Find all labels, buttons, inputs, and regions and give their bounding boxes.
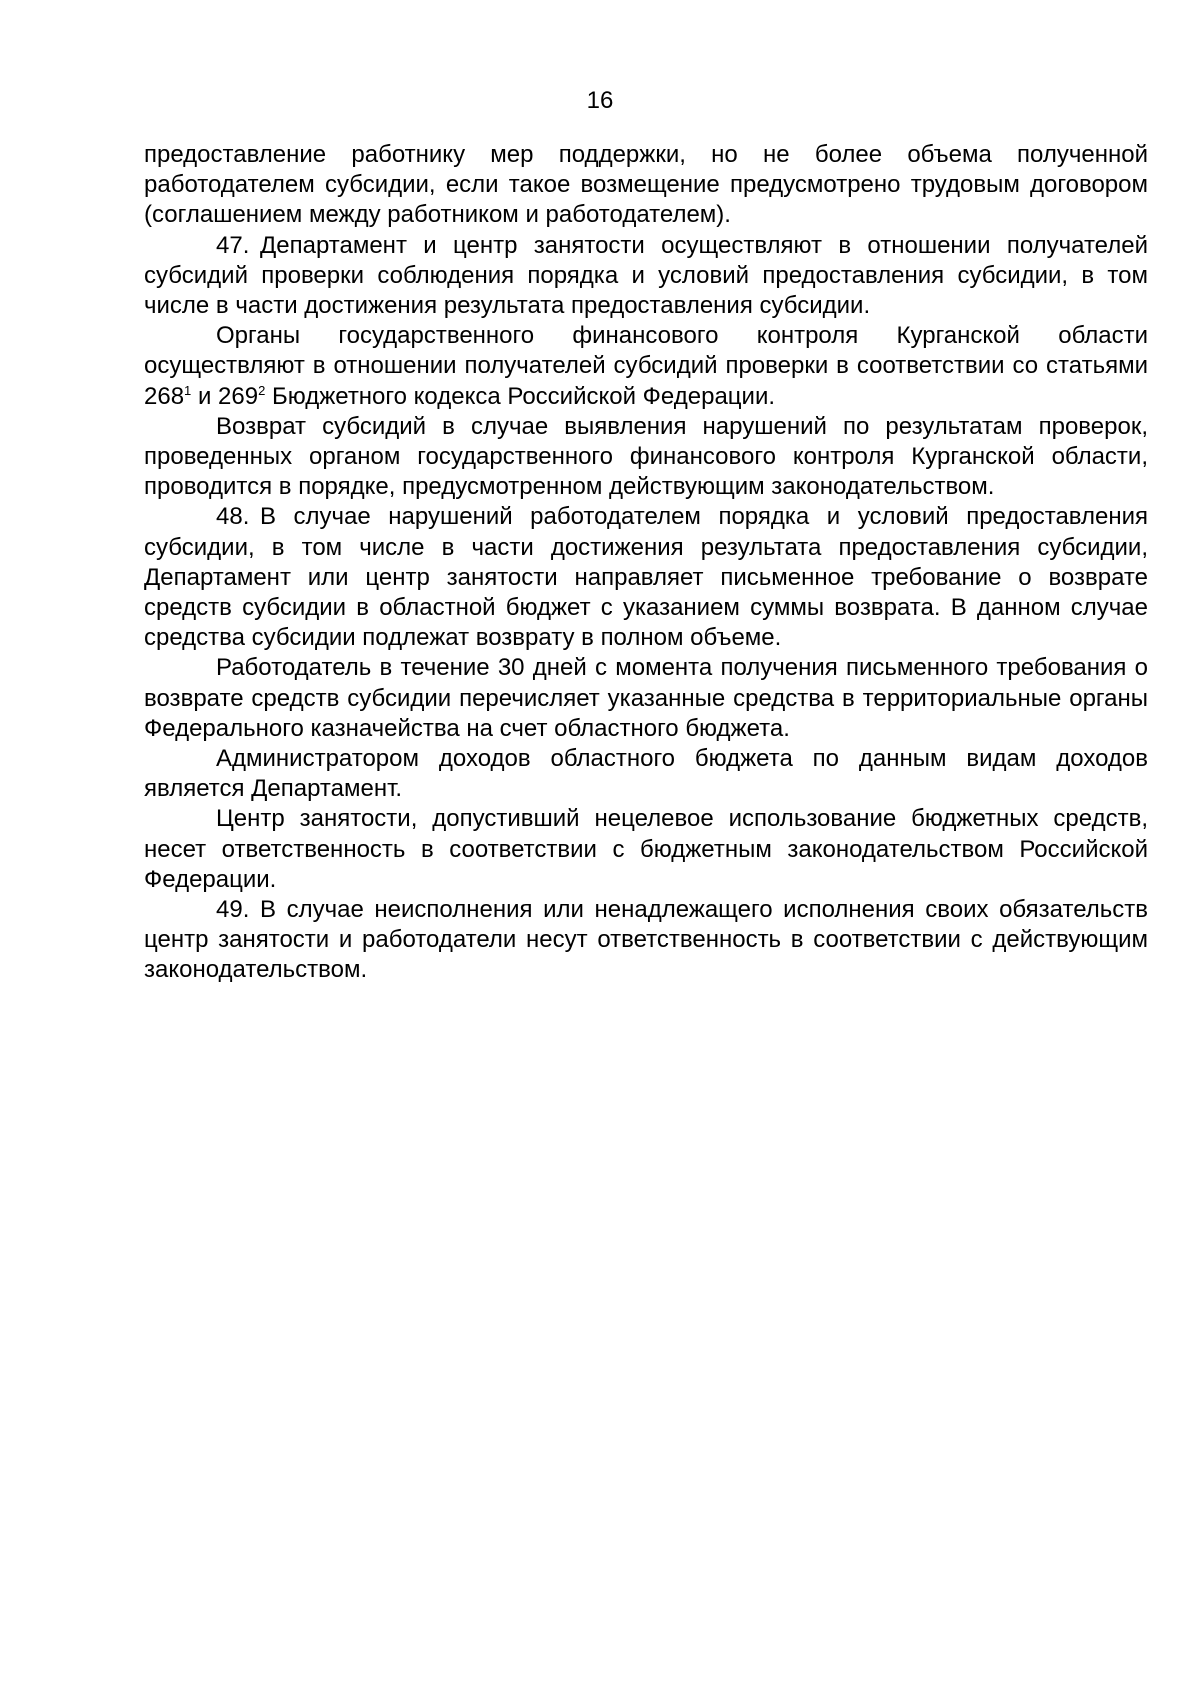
clause-number-48: 48. [216,503,250,531]
document-body [144,140,1148,986]
page-number: 16 [586,87,614,114]
paragraph-47-text: Департамент и центр занятости осуществляют в отношении получателей субсидий проверки соблюдения порядка и условий предоставления субсидии, в том числе в части достижения результата предоставления субсидии. [144,231,1148,320]
superscript-2: 2 [258,382,266,398]
paragraph-47 [144,231,1148,322]
paragraph-control-bodies-text-3: Бюджетного кодекса Российской Федерации. [265,382,776,410]
paragraph-administrator: Администратором доходов областного бюджета по данным видам доходов является Департамент. [144,745,1148,803]
paragraph-refund: Возврат субсидий в случае выявления нарушений по результатам проверок, проведенных органом государственного финансового контроля Курганской области, проводится в порядке, предусмотренном действующим законодательством. [144,412,1148,501]
paragraph-control-bodies [144,321,1148,412]
paragraph-control-bodies-text-1: Органы государственного финансового контроля Курганской области осуществляют в отношении получателей субсидий проверки в соответствии со статьями 268 [144,322,1148,410]
paragraph-control-bodies-text-2: и 269 [191,382,259,410]
clause-number-47: 47. [216,231,250,259]
paragraph-employment-center: Центр занятости, допустивший нецелевое использование бюджетных средств, несет ответственность в соответствии с бюджетным законодательством Российской Федерации. [144,805,1148,893]
superscript-1: 1 [184,382,192,398]
paragraph-48-text: В случае нарушений работодателем порядка и условий предоставления субсидии, в том числе в части достижения результата предоставления субсидии, Департамент или центр занятости направляет письменное требование о возврате средств субсидии в областной бюджет с указанием суммы возврата. В данном случае средства субсидии подлежат возврату в полном объеме. [144,503,1148,652]
clause-number-49: 49. [216,896,250,924]
paragraph-continuation: предоставление работнику мер поддержки, но не более объема полученной работодателем субсидии, если такое возмещение предусмотрено трудовым договором (соглашением между работником и работодателем). [144,141,1148,229]
paragraph-49 [144,895,1148,986]
paragraph-49-text: В случае неисполнения или ненадлежащего исполнения своих обязательств центр занятости и работодатели несут ответственность в соответствии с действующим законодательством. [144,896,1148,984]
paragraph-48 [144,502,1148,653]
paragraph-employer-30-days: Работодатель в течение 30 дней с момента получения письменного требования о возврате средств субсидии перечисляет указанные средства в территориальные органы Федерального казначейства на счет областного бюджета. [144,654,1148,742]
